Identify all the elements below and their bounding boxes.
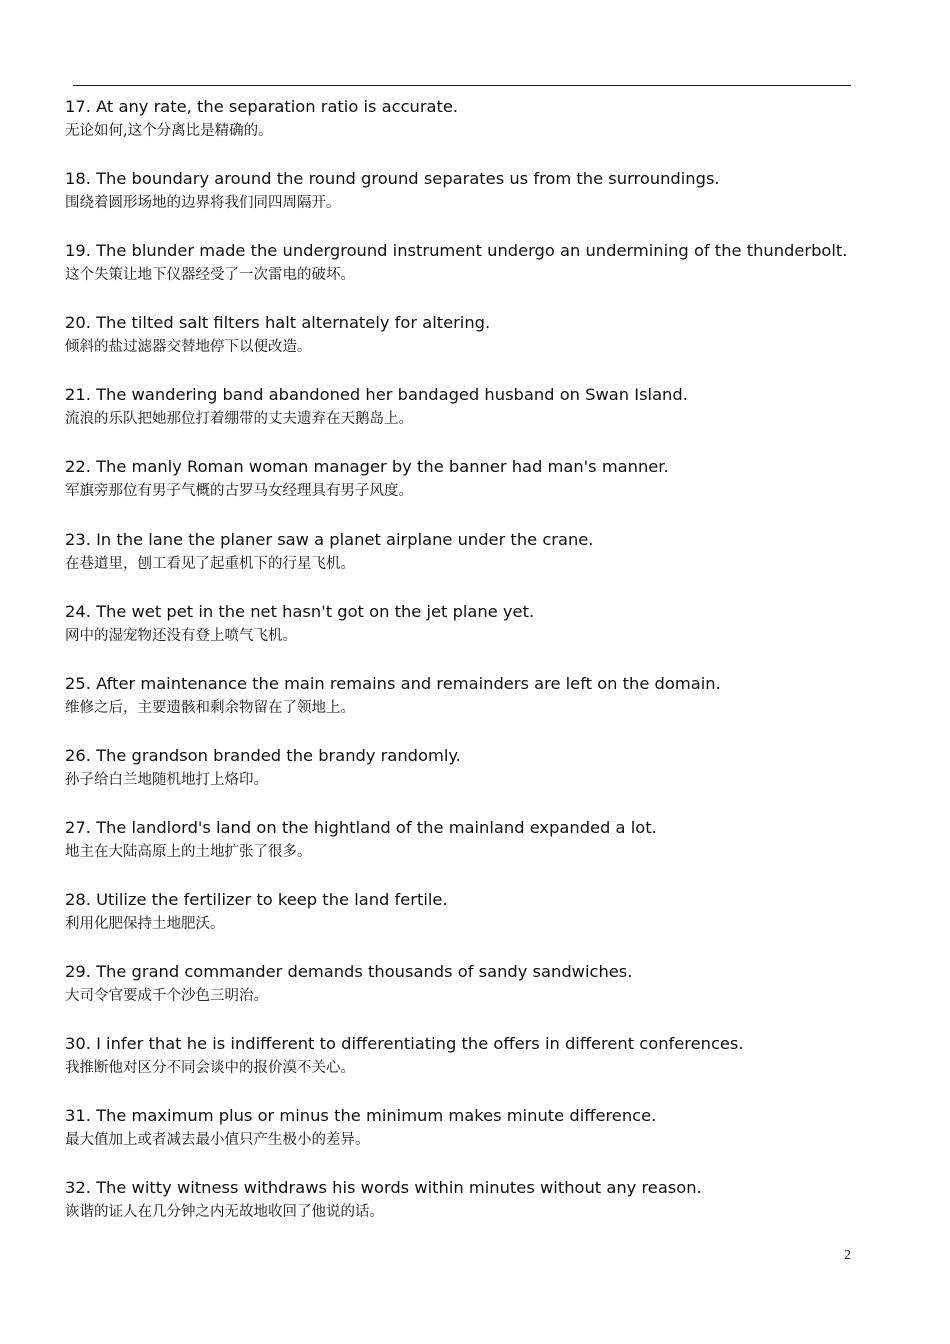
- english-sentence: 30. I infer that he is indifferent to differentiating the offers in different conferences.: [65, 1034, 744, 1054]
- english-sentence: 29. The grand commander demands thousands of sandy sandwiches.: [65, 962, 633, 982]
- english-sentence: 23. In the lane the planer saw a planet airplane under the crane.: [65, 529, 594, 549]
- chinese-translation: 围绕着圆形场地的边界将我们同四周隔开。: [65, 195, 341, 212]
- chinese-translation: 我推断他对区分不同会谈中的报价漠不关心。: [65, 1060, 355, 1077]
- sentence-entry-26: [65, 745, 935, 817]
- english-sentence: 26. The grandson branded the brandy randomly.: [65, 745, 461, 765]
- sentence-entry-22: [65, 456, 935, 528]
- chinese-translation: 诙谐的证人在几分钟之内无故地收回了他说的话。: [65, 1204, 384, 1221]
- english-sentence: 27. The landlord's land on the hightland of the mainland expanded a lot.: [65, 817, 657, 837]
- chinese-translation: 倾斜的盐过滤器交替地停下以便改造。: [65, 339, 312, 356]
- english-sentence: 22. The manly Roman woman manager by the banner had man's manner.: [65, 457, 669, 477]
- chinese-translation: 孙子给白兰地随机地打上烙印。: [65, 771, 268, 788]
- sentence-entry-28: [65, 889, 935, 961]
- chinese-translation: 流浪的乐队把她那位打着绷带的丈夫遗弃在天鹅岛上。: [65, 411, 413, 428]
- sentence-entry-23: [65, 529, 935, 601]
- sentence-list: [65, 96, 935, 1250]
- sentence-entry-24: [65, 601, 935, 673]
- english-sentence: 28. Utilize the fertilizer to keep the land fertile.: [65, 890, 448, 910]
- chinese-translation: 无论如何,这个分离比是精确的。: [65, 123, 273, 139]
- sentence-entry-31: [65, 1105, 935, 1177]
- english-sentence: 21. The wandering band abandoned her bandaged husband on Swan Island.: [65, 385, 688, 405]
- sentence-entry-20: [65, 312, 935, 384]
- chinese-translation: 最大值加上或者减去最小值只产生极小的差异。: [65, 1132, 370, 1149]
- english-sentence: 18. The boundary around the round ground separates us from the surroundings.: [65, 169, 720, 189]
- english-sentence: 24. The wet pet in the net hasn't got on the jet plane yet.: [65, 601, 535, 621]
- chinese-translation: 在巷道里，刨工看见了起重机下的行星飞机。: [65, 555, 355, 572]
- sentence-entry-27: [65, 817, 935, 889]
- english-sentence: 17. At any rate, the separation ratio is accurate.: [65, 97, 459, 116]
- chinese-translation: 大司令官要成千个沙色三明治。: [65, 988, 268, 1005]
- sentence-entry-17: [65, 96, 935, 168]
- chinese-translation: 地主在大陆高原上的土地扩张了很多。: [65, 843, 312, 860]
- english-sentence: 19. The blunder made the underground instrument undergo an undermining of the thunderbolt.: [65, 241, 848, 261]
- english-sentence: 20. The tilted salt filters halt alternately for altering.: [65, 313, 491, 333]
- english-sentence: 31. The maximum plus or minus the minimum makes minute difference.: [65, 1106, 657, 1126]
- chinese-translation: 维修之后，主要遗骸和剩余物留在了领地上。: [65, 699, 355, 716]
- chinese-translation: 这个失策让地下仪器经受了一次雷电的破坏。: [65, 267, 355, 284]
- english-sentence: 25. After maintenance the main remains and remainders are left on the domain.: [65, 673, 721, 693]
- chinese-translation: 军旗旁那位有男子气概的古罗马女经理具有男子风度。: [65, 483, 413, 500]
- sentence-entry-19: [65, 240, 935, 312]
- sentence-entry-30: [65, 1033, 935, 1105]
- english-sentence: 32. The witty witness withdraws his words within minutes without any reason.: [65, 1178, 702, 1198]
- sentence-entry-25: [65, 673, 935, 745]
- chinese-translation: 利用化肥保持土地肥沃。: [65, 916, 225, 933]
- sentence-entry-21: [65, 384, 935, 456]
- sentence-entry-29: [65, 961, 935, 1033]
- sentence-entry-18: [65, 168, 935, 240]
- chinese-translation: 网中的湿宠物还没有登上喷气飞机。: [65, 627, 297, 644]
- header-rule: [73, 85, 851, 86]
- page-number: 2: [844, 1248, 851, 1263]
- sentence-entry-32: [65, 1177, 935, 1249]
